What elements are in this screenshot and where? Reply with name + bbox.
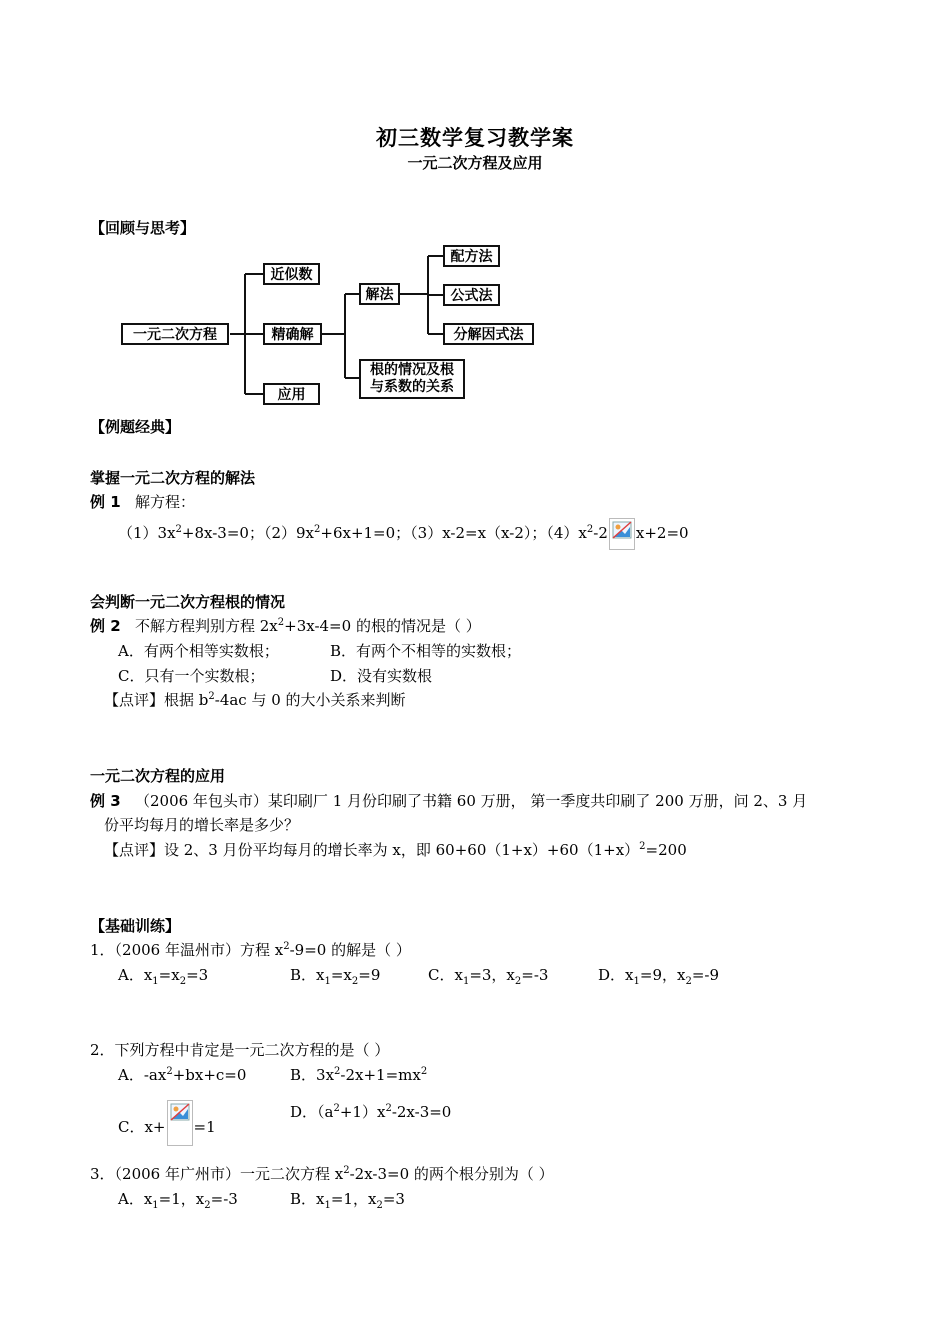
question-1-option-a: A．$x_1=x_2=3$ bbox=[118, 966, 209, 987]
diagram-completing-square-node: 配方法 bbox=[443, 245, 500, 267]
example-1-equations: $(1)3x^2+8x-3=0$；$(2)9x^2+6x+1=0$；（3）x-2=x（x-2）；$(4)x^2-2$ x+2=0 bbox=[118, 518, 689, 550]
diagram-exact-node: 精确解 bbox=[263, 323, 322, 345]
page-subtitle: 一元二次方程及应用 bbox=[407, 154, 543, 172]
question-3-option-b: B．$x_1=1$，$x_2=3$ bbox=[290, 1190, 405, 1211]
question-2: 2．下列方程中肯定是一元二次方程的是（ ） bbox=[90, 1041, 390, 1059]
section-solving-title: 掌握一元二次方程的解法 bbox=[90, 469, 256, 487]
example-2-option-b: B．有两个不相等的实数根； bbox=[330, 642, 522, 660]
diagram-methods-node: 解法 bbox=[359, 283, 400, 305]
example-1-text: 解方程： bbox=[134, 493, 195, 511]
example-3-label: 例 3 bbox=[90, 792, 121, 810]
diagram-roots-relation-line2: 与系数的关系 bbox=[370, 379, 454, 395]
question-3-option-a: A．$x_1=1$，$x_2=-3$ bbox=[118, 1190, 238, 1211]
question-1-option-b: B．$x_1=x_2=9$ bbox=[290, 966, 381, 987]
question-2-option-b: B．$3x^2-2x+1=mx^2$ bbox=[290, 1066, 428, 1084]
examples-heading: 【例题经典】 bbox=[90, 418, 181, 436]
diagram-roots-relation-node bbox=[359, 359, 465, 399]
question-1: 1．（2006 年温州市）方程 $x^2-9=0$ 的解是（ ） bbox=[90, 941, 411, 959]
basic-training-heading: 【基础训练】 bbox=[90, 917, 181, 935]
diagram-application-node: 应用 bbox=[263, 383, 320, 405]
question-2-option-d: D．$(a^2+1)x^2-2x-3=0$ bbox=[290, 1103, 452, 1121]
question-1-option-d: D．$x_1=9$，$x_2=-9$ bbox=[598, 966, 720, 987]
example-3-comment: 【点评】设 2、3 月份平均每月的增长率为 x，即 $60+60(1+x)+60(1+x)^2=200$ bbox=[104, 841, 687, 859]
example-3-line: 例 3 （2006 年包头市）某印刷厂 1 月份印刷了书籍 60 万册， 第一季度共印刷了 200 万册，问 2、3 月 bbox=[90, 792, 808, 810]
diagram-root-node: 一元二次方程 bbox=[121, 323, 229, 345]
question-3: 3．（2006 年广州市）一元二次方程 $x^2-2x-3=0$ 的两个根分别为（ ） bbox=[90, 1165, 554, 1183]
section-application-title: 一元二次方程的应用 bbox=[90, 767, 226, 785]
question-1-option-c: C．$x_1=3$，$x_2=-3$ bbox=[428, 966, 549, 987]
section-discriminant-title: 会判断一元二次方程根的情况 bbox=[90, 593, 286, 611]
example-2-comment: 【点评】根据 $b^2-4ac$ 与 0 的大小关系来判断 bbox=[104, 691, 406, 709]
review-heading: 【回顾与思考】 bbox=[90, 219, 196, 237]
question-2-option-a: A．$-ax^2+bx+c=0$ bbox=[118, 1066, 247, 1084]
example-3-line-2: 份平均每月的增长率是多少？ bbox=[104, 816, 300, 834]
broken-image-icon bbox=[609, 518, 635, 550]
page-title: 初三数学复习教学案 bbox=[376, 126, 574, 150]
diagram-factoring-node: 分解因式法 bbox=[443, 323, 534, 345]
concept-diagram-lines bbox=[0, 0, 950, 420]
question-2-option-c: C．x+ =1 bbox=[118, 1100, 216, 1146]
diagram-formula-node: 公式法 bbox=[443, 284, 500, 306]
example-2-option-a: A．有两个相等实数根； bbox=[118, 642, 279, 660]
example-2-option-c: C．只有一个实数根； bbox=[118, 667, 265, 685]
broken-image-icon bbox=[167, 1100, 193, 1146]
diagram-roots-relation-line1: 根的情况及根 bbox=[370, 362, 454, 378]
diagram-approx-node: 近似数 bbox=[263, 263, 320, 285]
example-2-option-d: D．没有实数根 bbox=[330, 667, 433, 685]
example-2-label: 例 2 bbox=[90, 617, 121, 635]
example-1-label: 例 1 bbox=[90, 493, 121, 511]
example-2-line: 例 2 不解方程判别方程 $2x^2+3x-4=0$ 的根的情况是（ ） bbox=[90, 617, 481, 635]
example-1-line bbox=[90, 492, 195, 512]
